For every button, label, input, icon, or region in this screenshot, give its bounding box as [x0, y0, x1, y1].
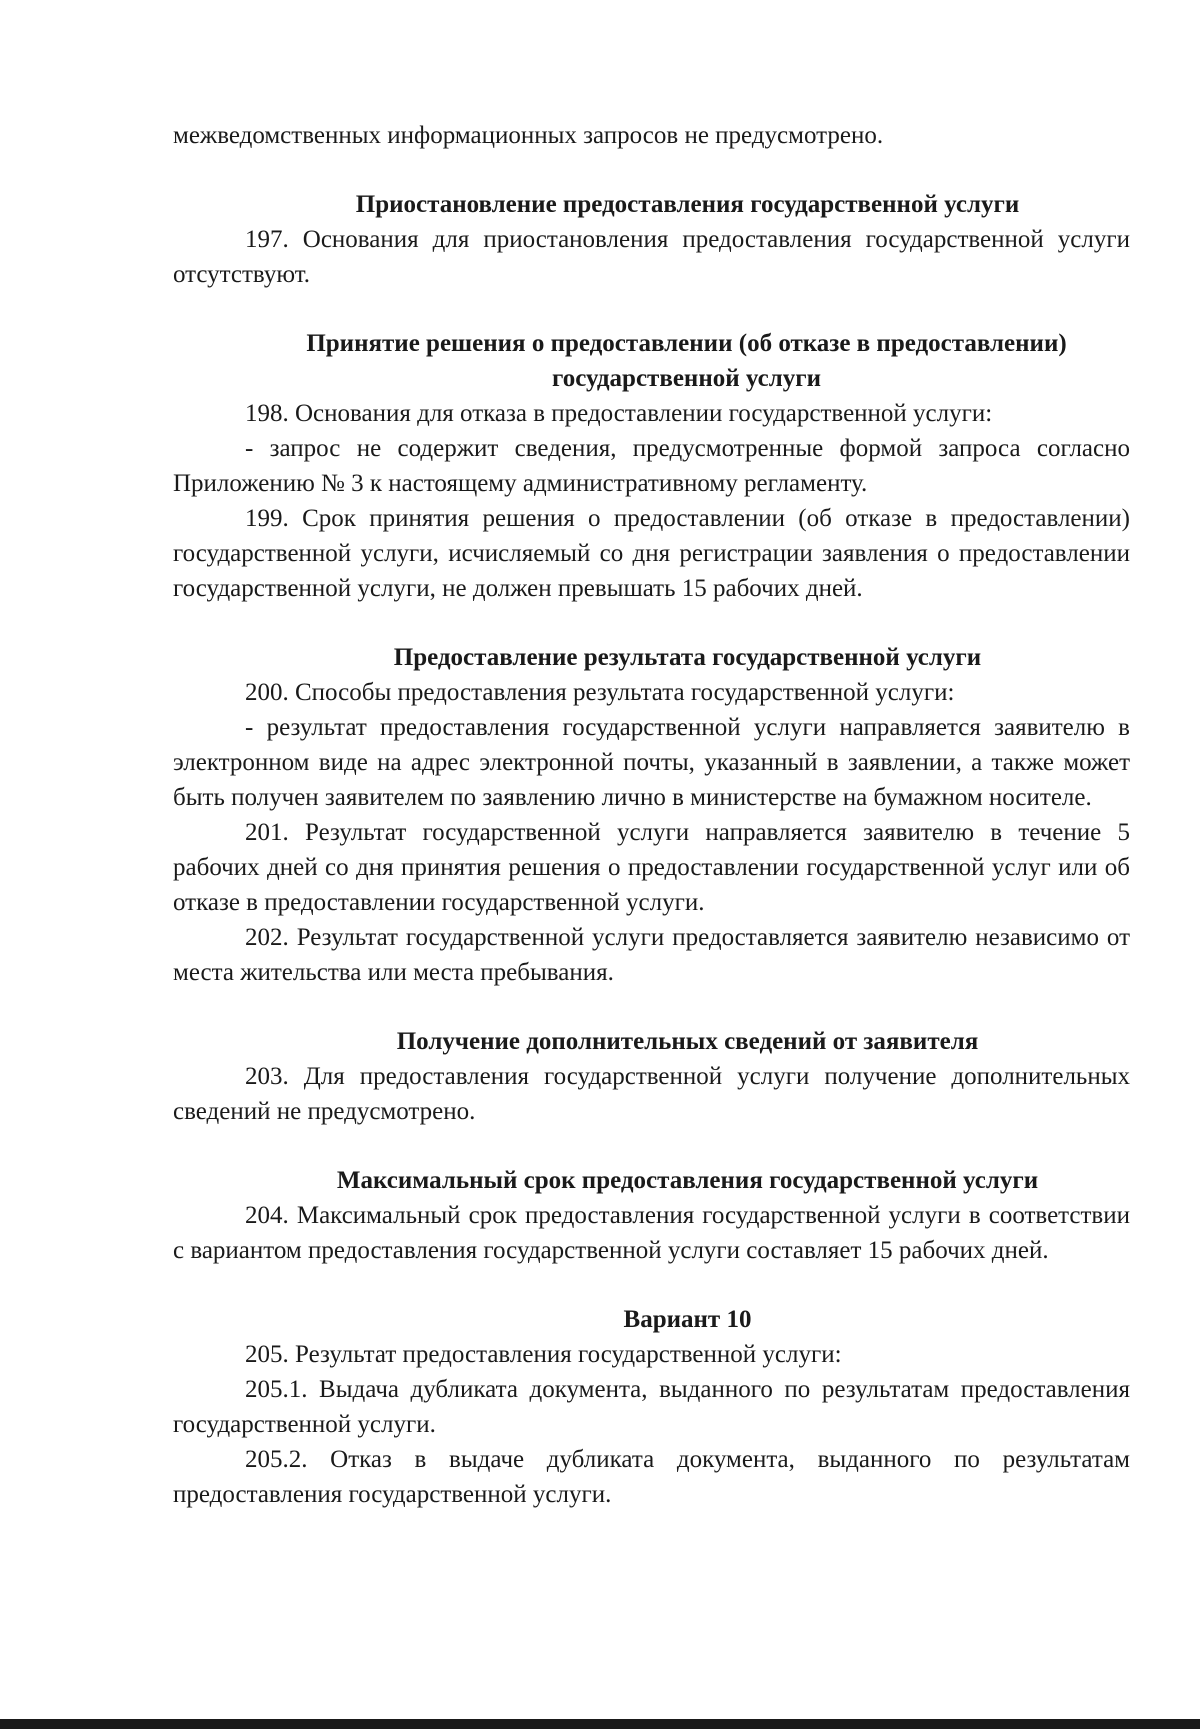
- paragraph-197: 197. Основания для приостановления предоставления государственной услуги отсутствуют.: [173, 226, 1130, 288]
- document-page: [173, 118, 1130, 1512]
- paragraph-201: 201. Результат государственной услуги направляется заявителю в течение 5 рабочих дней со дня принятия решения о предоставлении государственной услуг или об отказе в предоставлении государственной услуги.: [173, 819, 1130, 916]
- paragraph-200-item: - результат предоставления государственной услуги направляется заявителю в электронном виде на адрес электронной почты, указанный в заявлении, а также может быть получен заявителем по заявлению лично в министерстве на бумажном носителе.: [173, 714, 1130, 811]
- section-heading-max-term: Максимальный срок предоставления государственной услуги: [336, 1167, 1039, 1194]
- lead-text: межведомственных информационных запросов не предусмотрено.: [173, 122, 884, 149]
- section-heading-decision: Принятие решения о предоставлении (об отказе в предоставлении) государственной услуги: [306, 330, 1067, 392]
- spacer: [173, 153, 1130, 187]
- paragraph-205: 205. Результат предоставления государственной услуги:: [245, 1341, 842, 1368]
- spacer: [173, 1129, 1130, 1163]
- paragraph-205-2: 205.2. Отказ в выдаче дубликата документа, выданного по результатам предоставления государственной услуги.: [173, 1446, 1130, 1508]
- spacer: [173, 990, 1130, 1024]
- paragraph-204: 204. Максимальный срок предоставления государственной услуги в соответствии с вариантом предоставления государственной услуги составляет 15 рабочих дней.: [173, 1202, 1130, 1264]
- paragraph-198-item: - запрос не содержит сведения, предусмотренные формой запроса согласно Приложению № 3 к настоящему административному регламенту.: [173, 435, 1130, 497]
- section-heading-suspension: Приостановление предоставления государственной услуги: [355, 191, 1020, 218]
- spacer: [173, 1268, 1130, 1302]
- section-heading-additional-info: Получение дополнительных сведений от заявителя: [396, 1028, 979, 1055]
- paragraph-200: 200. Способы предоставления результата государственной услуги:: [245, 679, 955, 706]
- paragraph-203: 203. Для предоставления государственной услуги получение дополнительных сведений не предусмотрено.: [173, 1063, 1130, 1125]
- scan-bottom-edge: [0, 1719, 1200, 1729]
- section-heading-result: Предоставление результата государственной услуги: [393, 644, 982, 671]
- paragraph-198: 198. Основания для отказа в предоставлении государственной услуги:: [245, 400, 993, 427]
- spacer: [173, 292, 1130, 326]
- paragraph-202: 202. Результат государственной услуги предоставляется заявителю независимо от места жительства или места пребывания.: [173, 924, 1130, 986]
- spacer: [173, 606, 1130, 640]
- paragraph-205-1: 205.1. Выдача дубликата документа, выданного по результатам предоставления государственной услуги.: [173, 1376, 1130, 1438]
- paragraph-199: 199. Срок принятия решения о предоставлении (об отказе в предоставлении) государственной услуги, исчисляемый со дня регистрации заявления о предоставлении государственной услуги, не должен превышать 15 рабочих дней.: [173, 505, 1130, 602]
- section-heading-variant-10: Вариант 10: [623, 1306, 752, 1333]
